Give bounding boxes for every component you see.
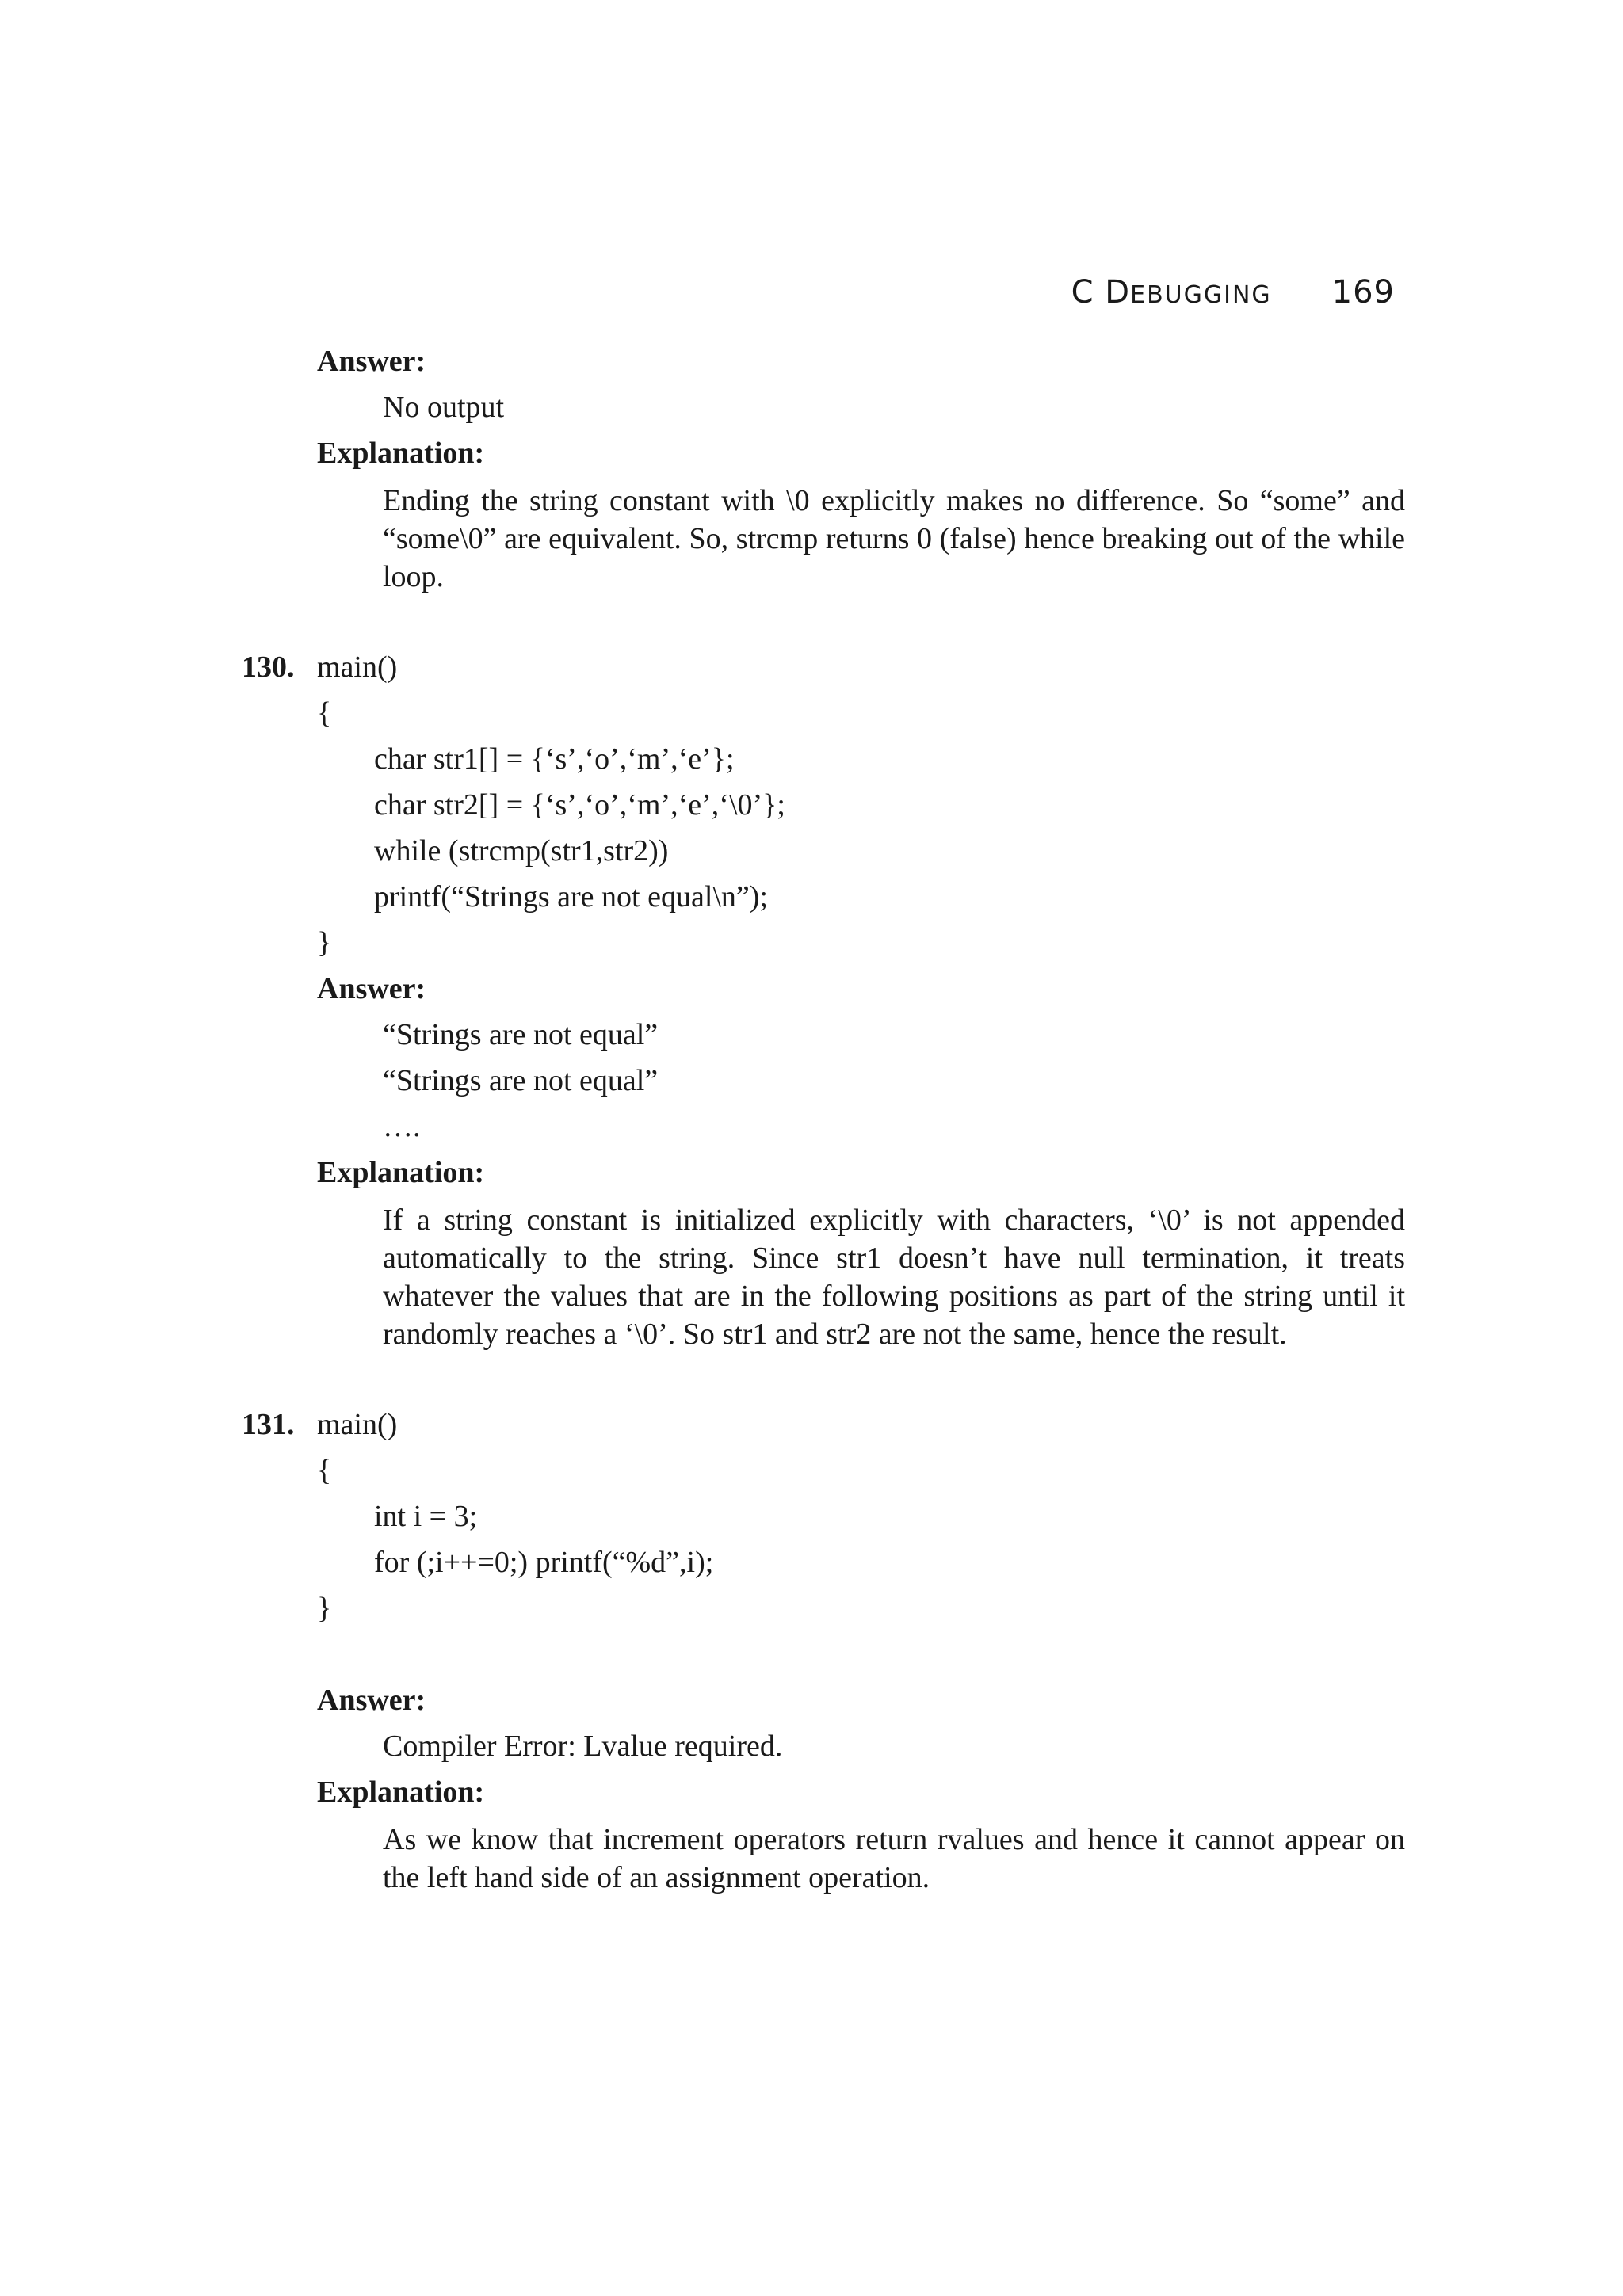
answer-line: ….	[383, 1110, 421, 1143]
code-line: }	[317, 926, 332, 959]
code-line: printf(“Strings are not equal\n”);	[374, 880, 769, 913]
running-head	[1071, 274, 1395, 311]
question-number-131: 131.	[242, 1408, 295, 1441]
explanation-text: If a string constant is initialized explicitly with characters, ‘\0’ is not appended automatically to the string. Since str1 doesn’t have null termination, it treats whatever the values that are in the following positions as part of the string until it randomly reaches a ‘\0’. So str1 and str2 are not the same, hence the result.	[383, 1203, 1405, 1351]
answer-label: Answer:	[317, 345, 426, 378]
code-line: int i = 3;	[374, 1500, 478, 1533]
section-title: C DEBUGGING	[1071, 274, 1272, 311]
code-line: }	[317, 1592, 332, 1625]
code-line: {	[317, 1454, 332, 1487]
code-line: main()	[317, 1408, 398, 1441]
answer-text: No output	[383, 391, 505, 424]
explanation-label: Explanation:	[317, 1775, 485, 1809]
code-line: for (;i++=0;) printf(“%d”,i);	[374, 1546, 714, 1579]
code-line: char str2[] = {‘s’,‘o’,‘m’,‘e’,‘\0’};	[374, 788, 785, 822]
explanation-label: Explanation:	[317, 1156, 485, 1189]
code-line: while (strcmp(str1,str2))	[374, 834, 669, 868]
answer-line: “Strings are not equal”	[383, 1018, 659, 1051]
answer-text: Compiler Error: Lvalue required.	[383, 1730, 783, 1763]
explanation-text: As we know that increment operators return rvalues and hence it cannot appear on the left hand side of an assignment operation.	[383, 1823, 1405, 1894]
explanation-text: Ending the string constant with \0 explicitly makes no difference. So “some” and “some\0” are equivalent. So, strcmp returns 0 (false) hence breaking out of the while loop.	[383, 484, 1405, 593]
page-number: 169	[1331, 274, 1395, 311]
answer-line: “Strings are not equal”	[383, 1064, 659, 1097]
question-number-130: 130.	[242, 650, 295, 684]
code-line: {	[317, 696, 332, 730]
code-line: char str1[] = {‘s’,‘o’,‘m’,‘e’};	[374, 742, 735, 776]
answer-label: Answer:	[317, 1684, 426, 1717]
code-line: main()	[317, 650, 398, 684]
explanation-label: Explanation:	[317, 437, 485, 470]
answer-label: Answer:	[317, 972, 426, 1005]
